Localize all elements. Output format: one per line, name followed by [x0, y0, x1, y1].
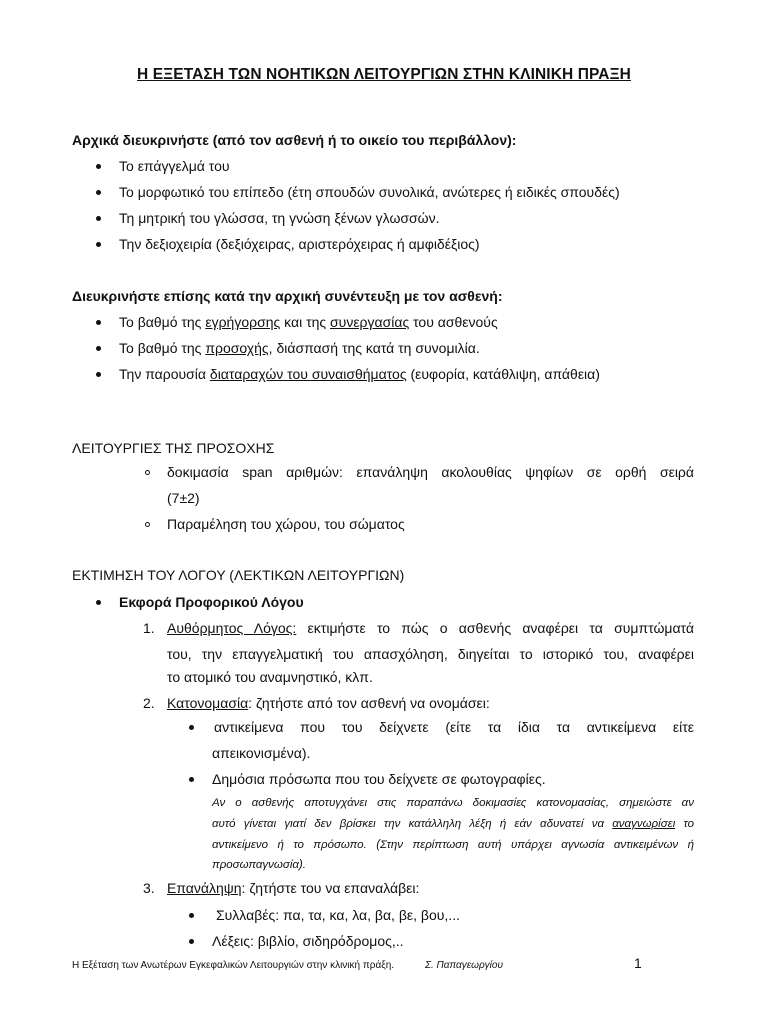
italic-note-line: Αν ο ασθενής αποτυγχάνει στις παραπάνω δοκιμασίες κατονομασίας, σημειώστε αν — [212, 797, 694, 809]
nested-item: Δημόσια πρόσωπα που του δείχνετε σε φωτογραφίες. — [212, 771, 546, 787]
numbered-item-line — [167, 879, 419, 897]
numbered-item-line: του, την επαγγελματική του απασχόληση, διηγείται το ιστορικό του, αναφέρει — [167, 646, 694, 662]
text: το — [675, 818, 694, 830]
list-number: 3. — [143, 880, 155, 896]
italic-note-line: αντικείμενο ή το πρόσωπο. (Στην περίπτωση αυτή υπάρχει αγνωσία αντικειμένων ή — [212, 839, 694, 851]
bullet-icon — [189, 913, 194, 918]
section1-item: Την δεξιοχειρία (δεξιόχειρας, αριστερόχειρας ή αμφιδέξιος) — [119, 236, 480, 252]
text: Το βαθμό της — [119, 314, 206, 330]
underlined-term: προσοχής — [205, 340, 269, 356]
nested-item-line: αντικείμενα που του δείχνετε (είτε τα ίδια τα αντικείμενα είτε — [214, 719, 694, 735]
section2-heading: Διευκρινήστε επίσης κατά την αρχική συνέντευξη με τον ασθενή: — [72, 288, 503, 304]
page-title: Η ΕΞΕΤΑΣΗ ΤΩΝ ΝΟΗΤΙΚΩΝ ΛΕΙΤΟΥΡΓΙΩΝ ΣΤΗΝ ΚΛΙΝΙΚΗ ΠΡΑΞΗ — [137, 66, 631, 83]
text: Την παρουσία — [119, 366, 210, 382]
page-number: 1 — [634, 955, 642, 971]
circle-bullet-icon — [145, 470, 150, 475]
bullet-icon — [96, 190, 101, 195]
text: εκτιμήστε το πώς ο ασθενής αναφέρει τα συμπτώματά — [296, 620, 694, 636]
underlined-term: συνεργασίας — [330, 314, 410, 330]
numbered-item-line — [167, 619, 694, 637]
section1-item: Τη μητρική του γλώσσα, τη γνώση ξένων γλωσσών. — [119, 210, 440, 226]
underlined-term: αναγνωρίσει — [612, 818, 676, 830]
section4-heading: ΕΚΤΙΜΗΣΗ ΤΟΥ ΛΟΓΟΥ (ΛΕΚΤΙΚΩΝ ΛΕΙΤΟΥΡΓΙΩΝ) — [72, 567, 405, 583]
text: και της — [280, 314, 331, 330]
section2-item — [119, 339, 480, 357]
bullet-icon — [96, 600, 101, 605]
list-number: 1. — [143, 620, 155, 636]
bullet-icon — [96, 346, 101, 351]
numbered-item-line — [167, 694, 490, 712]
italic-note-line: προσωπαγνωσία). — [212, 859, 306, 871]
text: του ασθενούς — [409, 314, 498, 330]
underlined-term: διαταραχών του συναισθήματος — [209, 366, 407, 382]
text: αυτό γίνεται γιατί δεν βρίσκει την κατάλληλη λέξη ή εάν αδυνατεί να — [212, 818, 613, 830]
nested-item: Λέξεις: βιβλίο, σιδηρόδρομος,.. — [212, 933, 404, 949]
bullet-icon — [189, 725, 194, 730]
section1-item: Το επάγγελμά του — [119, 158, 230, 174]
bullet-icon — [96, 216, 101, 221]
text: (ευφορία, κατάθλιψη, απάθεια) — [406, 366, 600, 382]
bullet-icon — [96, 320, 101, 325]
bullet-icon — [96, 242, 101, 247]
bullet-icon — [189, 939, 194, 944]
nested-item-line: απεικονισμένα). — [212, 745, 311, 761]
underlined-term: εγρήγορσης — [205, 314, 281, 330]
text: Το βαθμό της — [119, 340, 206, 356]
italic-note-line — [212, 816, 694, 832]
section3-item-line: (7±2) — [167, 490, 200, 506]
section1-heading: Αρχικά διευκρινήστε (από τον ασθενή ή το οικείο του περιβάλλον): — [72, 132, 517, 148]
bullet-icon — [96, 372, 101, 377]
section2-item — [119, 313, 498, 331]
circle-bullet-icon — [145, 522, 150, 527]
footer-author: Σ. Παπαγεωργίου — [425, 960, 503, 971]
bullet-icon — [189, 777, 194, 782]
text: : ζητήστε του να επαναλάβει: — [241, 880, 420, 896]
section3-item-line: δοκιμασία span αριθμών: επανάληψη ακολουθίας ψηφίων σε ορθή σειρά — [167, 464, 694, 480]
nested-item: Συλλαβές: πα, τα, κα, λα, βα, βε, βου,... — [216, 907, 460, 923]
section4-subheading: Εκφορά Προφορικού Λόγου — [119, 594, 304, 610]
underlined-term: Αυθόρμητος Λόγος: — [167, 620, 297, 636]
underlined-term: Επανάληψη — [167, 880, 242, 896]
underlined-term: Κατονομασία — [167, 695, 249, 711]
text: : ζητήστε από τον ασθενή να ονομάσει: — [248, 695, 490, 711]
list-number: 2. — [143, 695, 155, 711]
section2-item — [119, 365, 600, 383]
section3-item: Παραμέληση του χώρου, του σώματος — [167, 516, 405, 532]
numbered-item-line: το ατομικό του αναμνηστικό, κλπ. — [167, 669, 373, 685]
section3-heading: ΛΕΙΤΟΥΡΓΙΕΣ ΤΗΣ ΠΡΟΣΟΧΗΣ — [72, 440, 275, 456]
section1-item: Το μορφωτικό του επίπεδο (έτη σπουδών συνολικά, ανώτερες ή ειδικές σπουδές) — [119, 184, 620, 200]
text: , διάσπασή της κατά τη συνομιλία. — [268, 340, 480, 356]
footer-text: Η Εξέταση των Ανωτέρων Εγκεφαλικών Λειτουργιών στην κλινική πράξη. — [72, 960, 395, 971]
bullet-icon — [96, 164, 101, 169]
